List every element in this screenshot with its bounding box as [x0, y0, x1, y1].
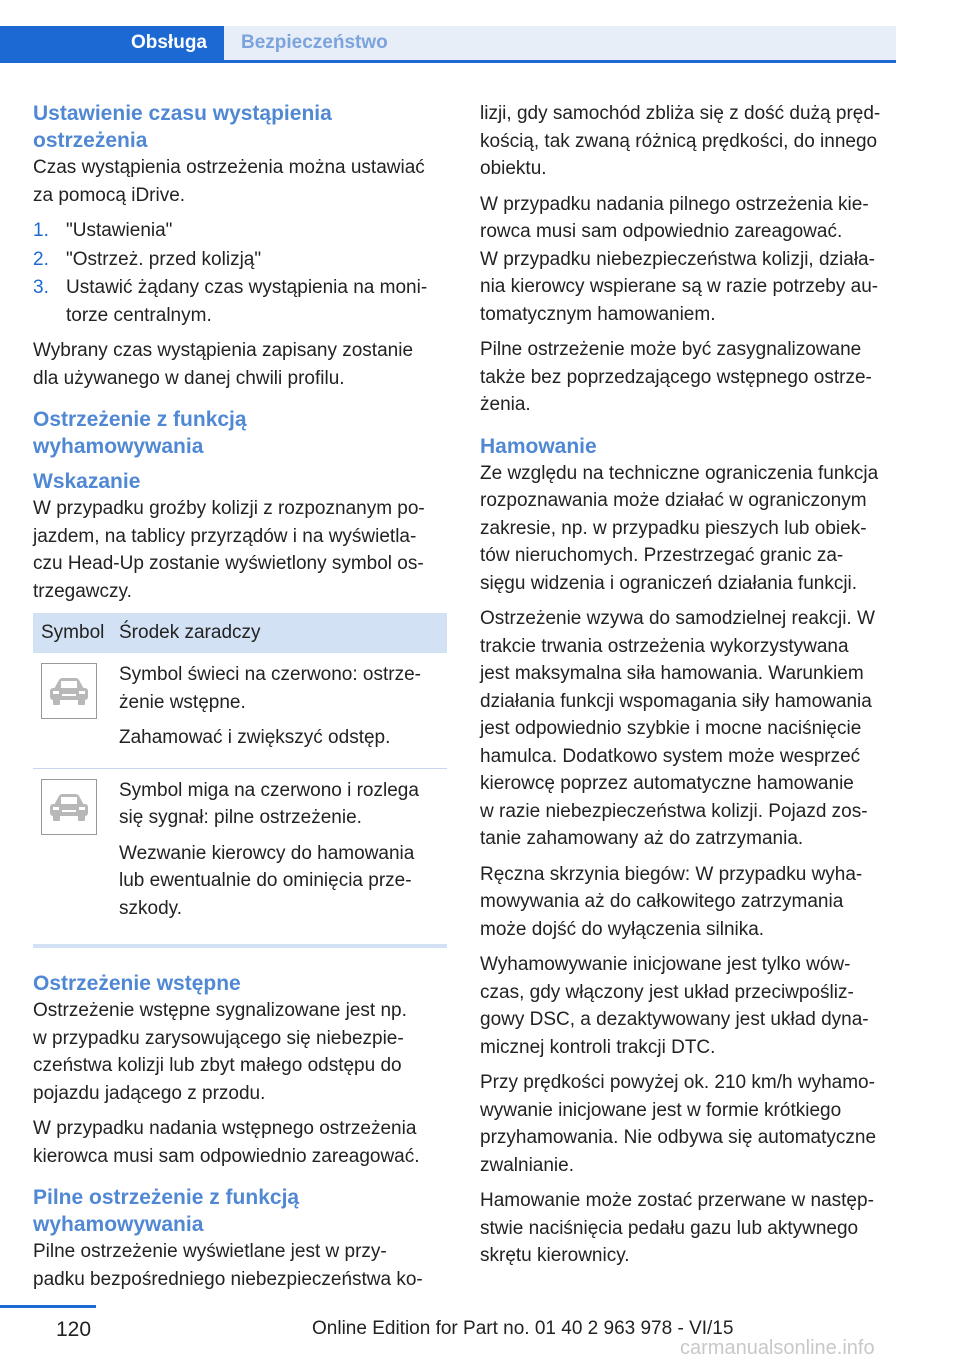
edition-text: Online Edition for Part no. 01 40 2 963 978 - VI/15	[312, 1318, 734, 1339]
tab-bezpieczenstwo[interactable]: Bezpieczeństwo	[224, 26, 896, 62]
step-number: 2.	[33, 248, 49, 270]
col-header-symbol: Symbol	[33, 613, 119, 653]
step-number: 1.	[33, 220, 49, 241]
steps-list	[33, 217, 447, 329]
heading-warning-time: Ustawienie czasu wystąpienia ostrzeżenia	[33, 102, 332, 152]
paragraph-indication: W przypadku groźby kolizji z rozpoznanym po- jazdem, na tablicy przyrządów i na wyświetla- czu Head-Up zostanie wyświetlony symbol os- trzegawczy.	[33, 498, 425, 602]
paragraph-urgent: Pilne ostrzeżenie wyświetlane jest w przy- padku bezpośredniego niebezpieczeństwa ko-	[33, 1241, 423, 1290]
paragraph-brake-assist: Ostrzeżenie wzywa do samodzielnej reakcji. W trakcie trwania ostrzeżenia wykorzystywana jest maksymalna siła hamowania. Warunkiem działania funkcji wspomagania siły hamowania jest odpowiednio szybkie i mocne naciśnięcie hamulca. Dodatkowo system może wesprzeć kierowcę poprzez automatyczne hamowanie w razie niebezpieczeństwa kolizji. Pojazd zos- tanie zahamowany aż do zatrzymania.	[480, 608, 875, 849]
list-item	[33, 274, 447, 329]
paragraph-prewarning-1: Ostrzeżenie wstępne sygnalizowane jest np. w przypadku zarysowującego się niebezpie- czeństwa kolizji lub zbyt małego odstępu do pojazdu jadącego z przodu.	[33, 1000, 407, 1104]
heading-braking: Hamowanie	[480, 434, 597, 458]
action-text: Symbol świeci na czerwono: ostrze- żenie wstępne.	[119, 664, 421, 713]
paragraph-limitations: Ze względu na techniczne ograniczenia funkcja rozpoznawania może działać w ograniczonym zakresie, np. w przypadku pieszych lub obiek- tów nieruchomych. Przestrzegać granic za- sięgu widzenia i ograniczeń działania funkcji.	[480, 462, 879, 594]
watermark: carmanualsonline.info	[680, 1337, 875, 1359]
table-header-row	[33, 613, 447, 653]
heading-indication: Wskazanie	[33, 470, 141, 493]
action-text: Wezwanie kierowcy do hamowania lub ewentualnie do ominięcia prze- szkody.	[119, 842, 415, 919]
paragraph-saved-profile: Wybrany czas wystąpienia zapisany zostanie dla używanego w danej chwili profilu.	[33, 340, 414, 389]
paragraph-warning-time: Czas wystąpienia ostrzeżenia można ustawiać za pomocą iDrive.	[33, 157, 425, 206]
heading-braking-warning: Ostrzeżenie z funkcją wyhamowywania	[33, 408, 247, 458]
left-column	[33, 100, 447, 1301]
tab-obsluga[interactable]: Obsługa	[0, 26, 224, 62]
header-divider	[0, 60, 896, 63]
paragraph-manual-gearbox: Ręczna skrzynia biegów: W przypadku wyha- mowywania aż do całkowitego zatrzymania może dojść do wyłączenia silnika.	[480, 863, 863, 940]
paragraph-dsc-dtc: Wyhamowywanie inicjowane jest tylko wów- czas, gdy włączony jest układ przeciwpośliz- gowy DSC, a dezaktywowany jest układ dyna- micznej kontroli trakcji DTC.	[480, 954, 869, 1058]
heading-urgent-warning: Pilne ostrzeżenie z funkcją wyhamowywania	[33, 1186, 300, 1236]
step-text: Ustawić żądany czas wystąpienia na moni- torze centralnym.	[66, 277, 428, 326]
action-text: Zahamować i zwiększyć odstęp.	[119, 727, 391, 748]
footer-divider	[0, 1305, 96, 1308]
step-number: 3.	[33, 277, 49, 298]
col-header-action: Środek zaradczy	[119, 613, 447, 653]
list-item	[33, 217, 447, 245]
paragraph-no-prewarning: Pilne ostrzeżenie może być zasygnalizowane także bez poprzedzającego wstępnego ostrze- żenia.	[480, 339, 872, 415]
right-column	[480, 100, 896, 1278]
page-header	[0, 0, 960, 62]
table-row	[33, 768, 447, 946]
table-row	[33, 653, 447, 768]
step-text: "Ostrzeż. przed kolizją"	[66, 248, 262, 270]
car-warning-icon	[41, 663, 97, 719]
page-number: 120	[56, 1318, 92, 1341]
action-text: Symbol miga na czerwono i rozlega się sygnał: pilne ostrzeżenie.	[119, 779, 419, 828]
car-warning-icon	[41, 779, 97, 835]
symbol-table	[33, 613, 447, 948]
paragraph-driver-reaction: W przypadku nadania pilnego ostrzeżenia kie- rowca musi sam odpowiednio zareagować. W przypadku niebezpieczeństwa kolizji, działa- nia kierowcy wspierane są w razie potrzeby au- tomatycznym hamowaniem.	[480, 193, 879, 325]
paragraph-collision-speed: lizji, gdy samochód zbliża się z dość dużą pręd- kością, tak zwaną różnicą prędkości, do innego obiektu.	[480, 103, 881, 179]
list-item	[33, 246, 447, 274]
paragraph-speed-limit: Przy prędkości powyżej ok. 210 km/h wyhamo- wywanie inicjowane jest w formie krótkiego przyhamowania. Nie odbywa się automatyczne zwalnianie.	[480, 1072, 877, 1176]
paragraph-interrupt: Hamowanie może zostać przerwane w następ- stwie naciśnięcia pedału gazu lub aktywnego skrętu kierownicy.	[480, 1190, 874, 1266]
paragraph-prewarning-2: W przypadku nadania wstępnego ostrzeżenia kierowca musi sam odpowiednio zareagować.	[33, 1118, 420, 1167]
heading-prewarning: Ostrzeżenie wstępne	[33, 972, 241, 995]
step-text: "Ustawienia"	[66, 220, 173, 241]
